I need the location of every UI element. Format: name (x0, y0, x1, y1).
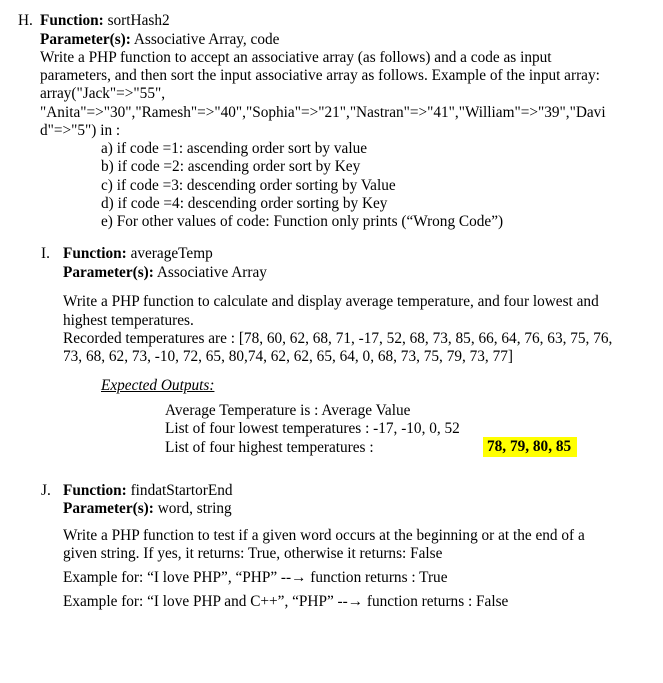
desc-line: parameters, and then sort the input associative array as follows. Example of the input array: (40, 67, 600, 84)
section-h-letter: H. (18, 12, 33, 29)
function-name: sortHash2 (107, 12, 170, 29)
case-item: a) if code =1: ascending order sort by value (101, 140, 368, 157)
params-label: Parameter(s): (63, 264, 154, 281)
function-label: Function: (63, 482, 127, 499)
params-value: Associative Array (156, 264, 267, 281)
example-line: Example for: “I love PHP”, “PHP” --→ function returns : True (63, 569, 448, 586)
desc-line: Write a PHP function to test if a given word occurs at the beginning or at the end of a (63, 527, 585, 544)
expected-outputs-heading: Expected Outputs: (101, 377, 215, 394)
desc-line: array("Jack"=>"55", (40, 85, 166, 102)
section-i-letter: I. (41, 245, 50, 262)
function-label: Function: (63, 245, 127, 262)
desc-line: highest temperatures. (63, 312, 194, 329)
desc-line: Write a PHP function to calculate and display average temperature, and four lowest and (63, 293, 599, 310)
case-item: e) For other values of code: Function only prints (“Wrong Code”) (101, 213, 504, 230)
params-label: Parameter(s): (63, 500, 154, 517)
desc-line: given string. If yes, it returns: True, otherwise it returns: False (63, 545, 443, 562)
desc-line: "Anita"=>"30","Ramesh"=>"40","Sophia"=>"21","Nastran"=>"41","William"=>"39","Davi (40, 104, 606, 121)
desc-line: Write a PHP function to accept an associative array (as follows) and a code as input (40, 49, 552, 66)
function-name: findatStartorEnd (130, 482, 233, 499)
output-line: List of four highest temperatures : (165, 439, 374, 456)
section-i-header (41, 245, 213, 263)
case-item: d) if code =4: descending order sorting by Key (101, 195, 388, 212)
function-name: averageTemp (130, 245, 213, 262)
desc-line: d"=>"5") in : (40, 122, 121, 139)
params-label: Parameter(s): (40, 31, 131, 48)
example-line: Example for: “I love PHP and C++”, “PHP” --→ function returns : False (63, 593, 509, 610)
output-line: Average Temperature is : Average Value (165, 402, 411, 419)
highlighted-answer: 78, 79, 80, 85 (483, 437, 577, 457)
output-line: List of four lowest temperatures : -17, -10, 0, 52 (165, 420, 460, 437)
params-value: Associative Array, code (133, 31, 280, 48)
section-h-header (18, 12, 170, 30)
function-label: Function: (40, 12, 104, 29)
desc-line: 73, 68, 62, 73, -10, 72, 65, 80,74, 62, 62, 65, 64, 0, 68, 73, 75, 79, 73, 77] (63, 348, 513, 365)
desc-line: Recorded temperatures are : [78, 60, 62, 68, 71, -17, 52, 68, 73, 85, 66, 64, 76, 63, 75, 76, (63, 330, 613, 347)
section-j-header (41, 482, 233, 500)
section-j-letter: J. (41, 482, 51, 499)
case-item: c) if code =3: descending order sorting by Value (101, 177, 396, 194)
case-item: b) if code =2: ascending order sort by Key (101, 158, 361, 175)
params-line (63, 500, 232, 518)
params-line (63, 264, 267, 282)
params-line (40, 31, 279, 49)
params-value: word, string (157, 500, 232, 517)
